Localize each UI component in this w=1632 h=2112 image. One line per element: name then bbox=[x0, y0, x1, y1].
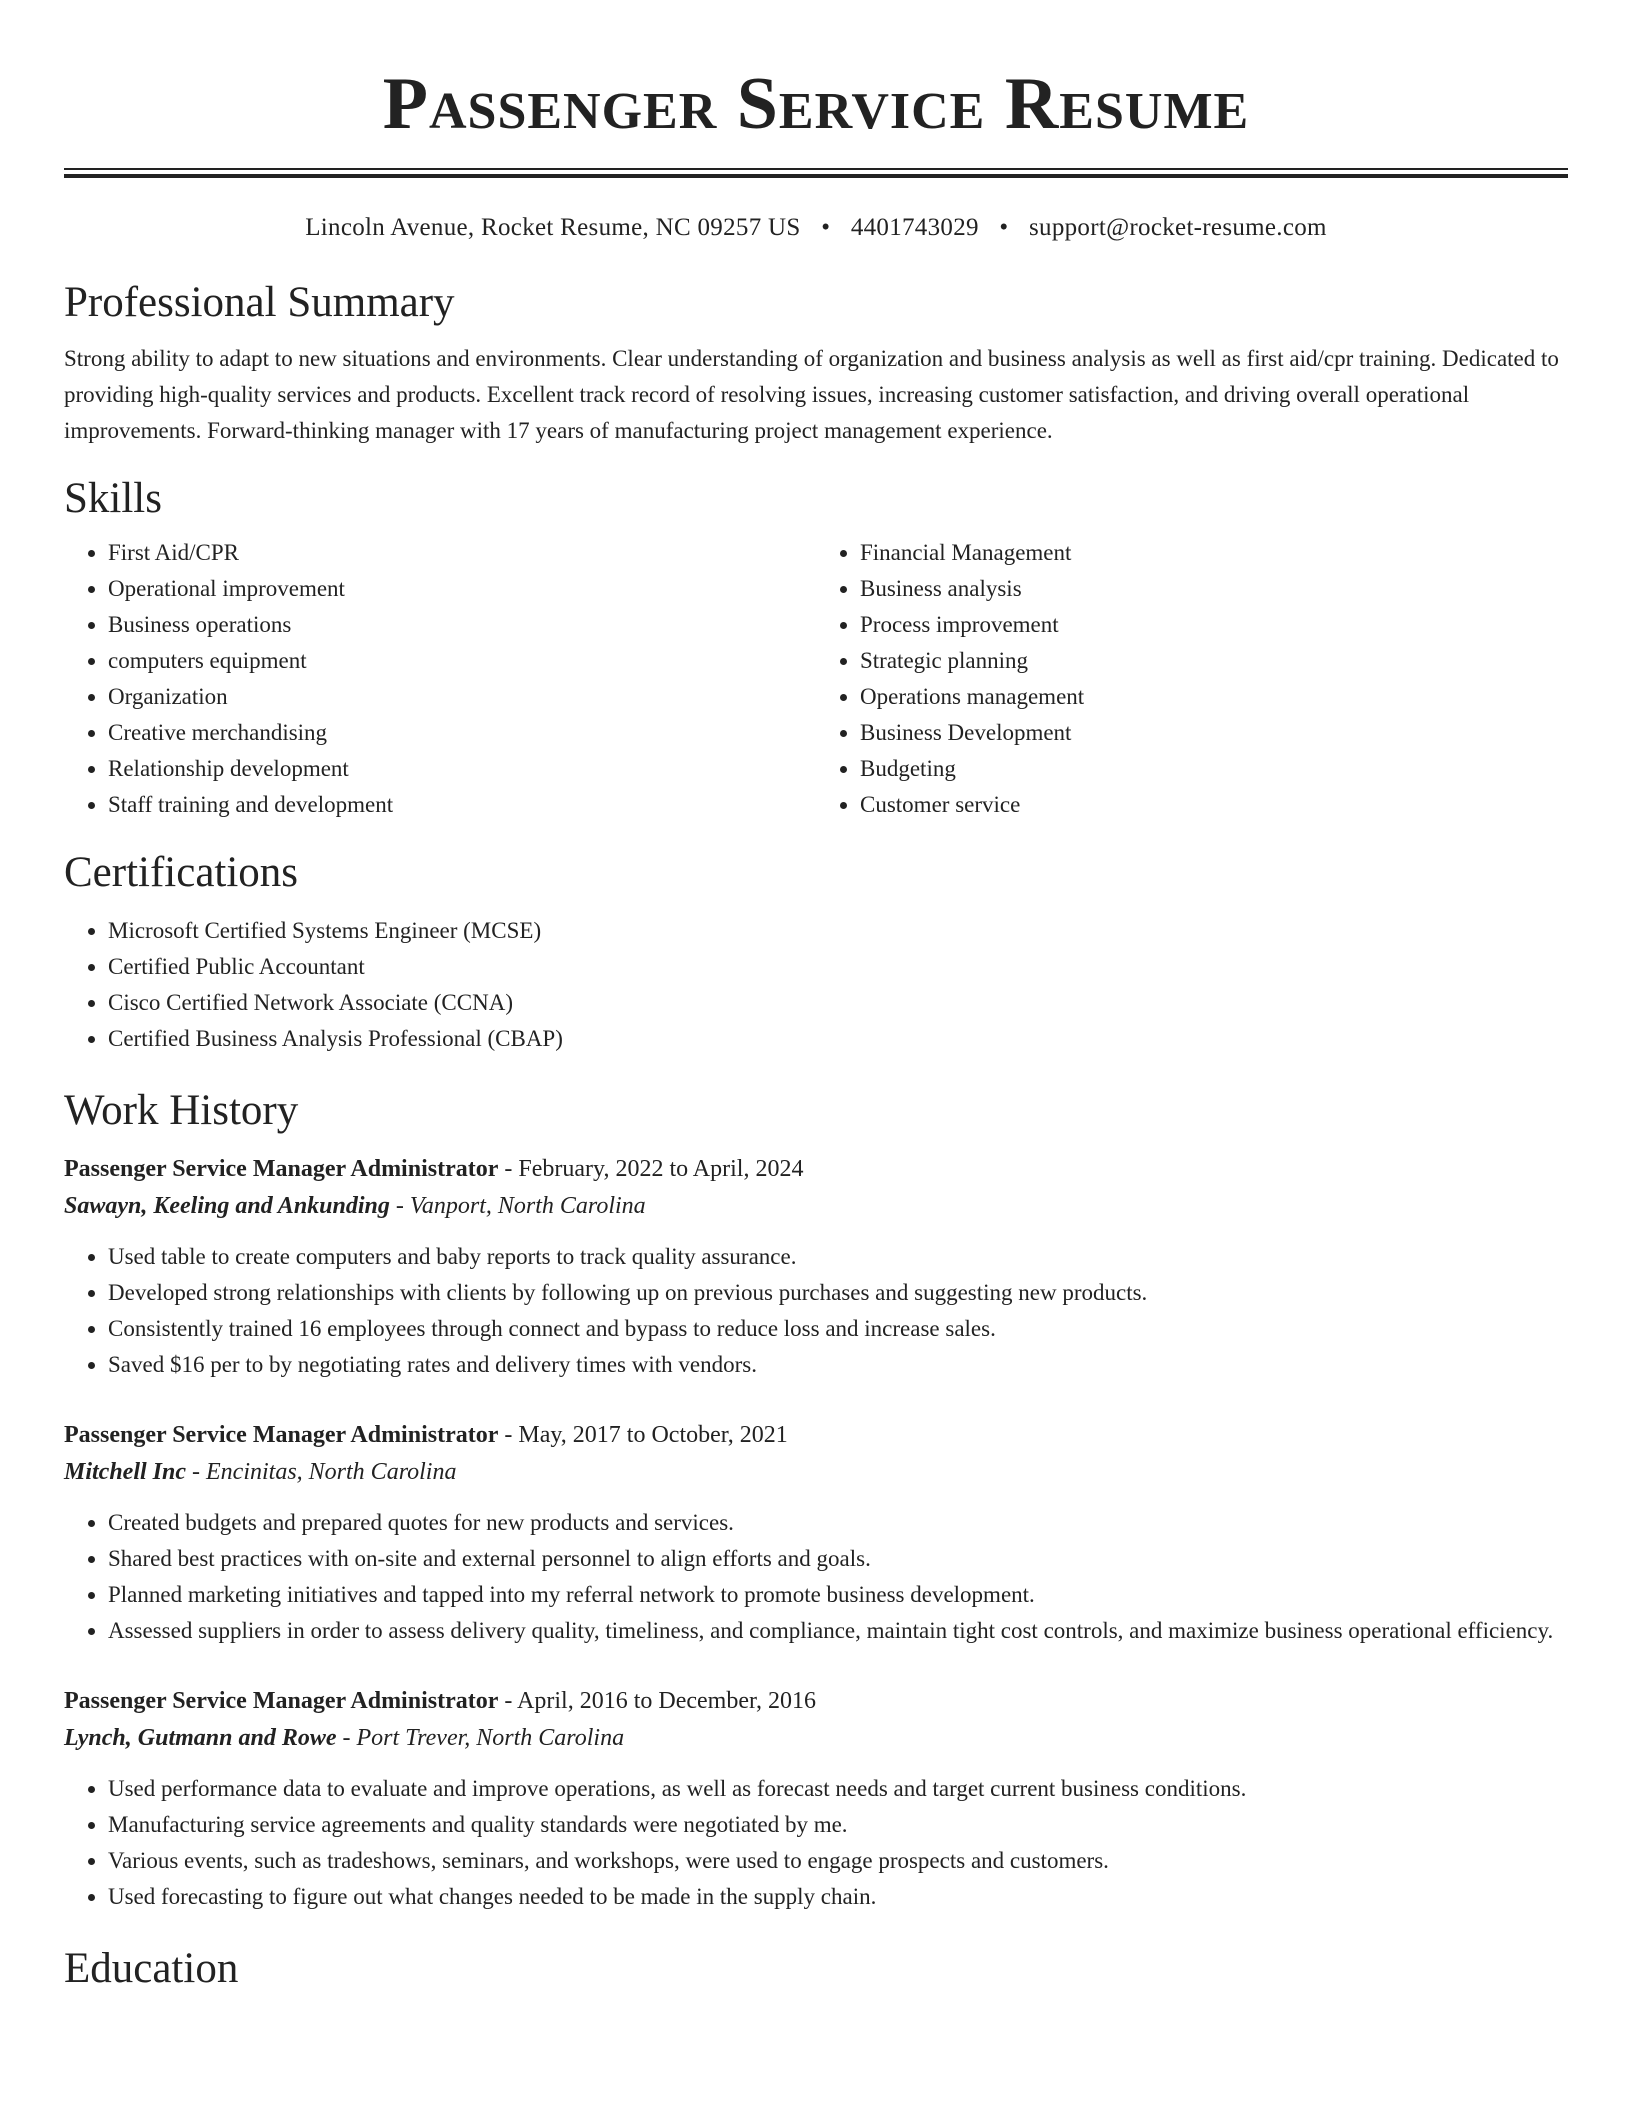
contact-phone: 4401743029 bbox=[850, 214, 979, 241]
certifications-heading: Certifications bbox=[64, 849, 299, 896]
job-role: Passenger Service Manager Administrator bbox=[64, 1156, 499, 1182]
job-company-line bbox=[64, 1453, 1568, 1491]
job-entry bbox=[64, 1683, 1568, 1915]
certifications-section bbox=[64, 847, 1568, 1057]
job-location: - Vanport, North Carolina bbox=[389, 1193, 646, 1219]
job-bullet: • Used forecasting to figure out what changes needed to be made in the supply chain. bbox=[108, 1879, 1568, 1915]
certification-item: • Certified Business Analysis Professional (CBAP) bbox=[108, 1021, 1568, 1057]
skill-item: • Process improvement bbox=[860, 607, 1568, 643]
job-title-line bbox=[64, 1151, 1568, 1187]
certification-item: • Cisco Certified Network Associate (CCNA) bbox=[108, 985, 1568, 1021]
work-history-jobs bbox=[64, 1151, 1568, 1915]
summary-text: Strong ability to adapt to new situations and environments. Clear understanding of organization and business analysis as well as first aid/cpr training. Dedicated to providing high-quality services and products. Excellent track record of resolving issues, increasing customer satisfaction, and driving overall operational improvements. Forward-thinking manager with 17 years of manufacturing project management experience. bbox=[64, 346, 1559, 443]
skill-item: • Financial Management bbox=[860, 535, 1568, 571]
skill-item: • Business operations bbox=[108, 607, 816, 643]
skill-item: • Strategic planning bbox=[860, 643, 1568, 679]
certification-item: • Microsoft Certified Systems Engineer (MCSE) bbox=[108, 913, 1568, 949]
skill-item: • Business Development bbox=[860, 715, 1568, 751]
job-bullets bbox=[64, 1505, 1568, 1649]
job-title-line bbox=[64, 1683, 1568, 1719]
job-company: Sawayn, Keeling and Ankunding bbox=[64, 1193, 390, 1219]
job-entry bbox=[64, 1151, 1568, 1383]
job-dates: - May, 2017 to October, 2021 bbox=[498, 1422, 788, 1448]
resume-title: Passenger Service Resume bbox=[382, 63, 1250, 145]
skills-columns bbox=[64, 535, 1568, 823]
skill-item: • Budgeting bbox=[860, 751, 1568, 787]
skills-section bbox=[64, 473, 1568, 823]
contact-email: support@rocket-resume.com bbox=[1029, 214, 1327, 241]
contact-line bbox=[64, 212, 1568, 244]
certifications-list bbox=[64, 913, 1568, 1057]
skill-item: • Business analysis bbox=[860, 571, 1568, 607]
skill-item: • Customer service bbox=[860, 787, 1568, 823]
job-title-line bbox=[64, 1417, 1568, 1453]
work-history-section bbox=[64, 1085, 1568, 1915]
job-entry bbox=[64, 1417, 1568, 1649]
education-section bbox=[64, 1943, 1568, 1995]
job-bullet: • Used table to create computers and baby reports to track quality assurance. bbox=[108, 1239, 1568, 1275]
skill-item: • Relationship development bbox=[108, 751, 816, 787]
resume-page bbox=[64, 0, 1568, 1995]
work-history-heading: Work History bbox=[64, 1087, 299, 1134]
job-bullet: • Consistently trained 16 employees through connect and bypass to reduce loss and increase sales. bbox=[108, 1311, 1568, 1347]
job-bullet: • Planned marketing initiatives and tapped into my referral network to promote business development. bbox=[108, 1577, 1568, 1613]
job-company: Mitchell Inc bbox=[64, 1459, 187, 1485]
job-bullet: • Various events, such as tradeshows, seminars, and workshops, were used to engage prospects and customers. bbox=[108, 1843, 1568, 1879]
job-company: Lynch, Gutmann and Rowe bbox=[64, 1725, 337, 1751]
skill-item: • Creative merchandising bbox=[108, 715, 816, 751]
skills-list-left bbox=[64, 535, 816, 823]
job-role: Passenger Service Manager Administrator bbox=[64, 1422, 499, 1448]
job-bullet: • Used performance data to evaluate and improve operations, as well as forecast needs and target current business conditions. bbox=[108, 1771, 1568, 1807]
job-bullets bbox=[64, 1771, 1568, 1915]
job-dates: - April, 2016 to December, 2016 bbox=[498, 1688, 817, 1714]
skills-list-right bbox=[816, 535, 1568, 823]
certification-item: • Certified Public Accountant bbox=[108, 949, 1568, 985]
education-heading: Education bbox=[64, 1945, 239, 1992]
title-divider bbox=[64, 168, 1568, 178]
job-bullet: • Assessed suppliers in order to assess delivery quality, timeliness, and compliance, maintain tight cost controls, and maximize business operational efficiency. bbox=[108, 1613, 1568, 1649]
skill-item: • First Aid/CPR bbox=[108, 535, 816, 571]
skills-heading: Skills bbox=[64, 475, 162, 522]
skill-item: • Organization bbox=[108, 679, 816, 715]
job-dates: - February, 2022 to April, 2024 bbox=[498, 1156, 804, 1182]
job-bullet: • Created budgets and prepared quotes for new products and services. bbox=[108, 1505, 1568, 1541]
skill-item: • Operations management bbox=[860, 679, 1568, 715]
job-company-line bbox=[64, 1187, 1568, 1225]
job-bullet: • Developed strong relationships with clients by following up on previous purchases and suggesting new products. bbox=[108, 1275, 1568, 1311]
job-bullet: • Manufacturing service agreements and quality standards were negotiated by me. bbox=[108, 1807, 1568, 1843]
job-company-line bbox=[64, 1719, 1568, 1757]
job-bullet: • Shared best practices with on-site and external personnel to align efforts and goals. bbox=[108, 1541, 1568, 1577]
job-location: - Port Trever, North Carolina bbox=[336, 1725, 625, 1751]
contact-address: Lincoln Avenue, Rocket Resume, NC 09257 US bbox=[305, 214, 801, 241]
skill-item: • Operational improvement bbox=[108, 571, 816, 607]
contact-separator: • bbox=[999, 214, 1009, 241]
job-location: - Encinitas, North Carolina bbox=[186, 1459, 457, 1485]
job-bullets bbox=[64, 1239, 1568, 1383]
job-bullet: • Saved $16 per to by negotiating rates and delivery times with vendors. bbox=[108, 1347, 1568, 1383]
summary-heading: Professional Summary bbox=[64, 279, 455, 326]
job-role: Passenger Service Manager Administrator bbox=[64, 1688, 499, 1714]
summary-section bbox=[64, 277, 1568, 449]
skill-item: • Staff training and development bbox=[108, 787, 816, 823]
skill-item: • computers equipment bbox=[108, 643, 816, 679]
contact-separator: • bbox=[821, 214, 831, 241]
